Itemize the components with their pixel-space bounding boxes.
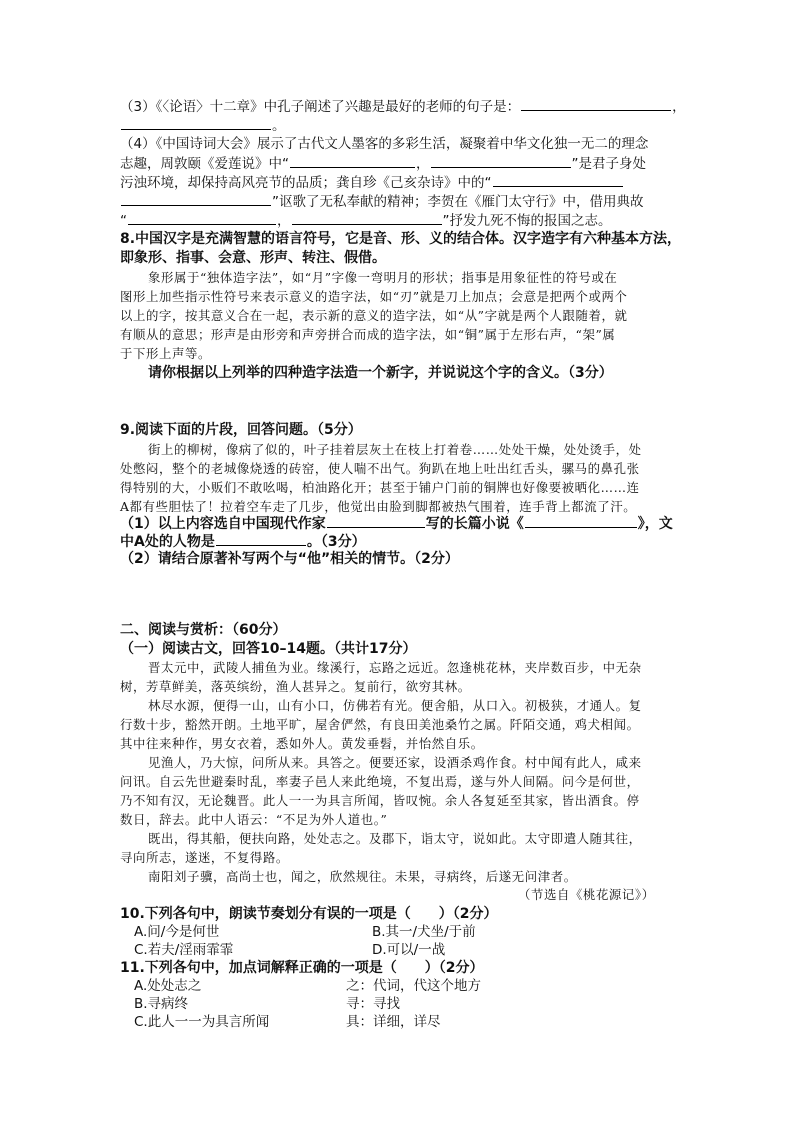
passage-source: （节选自《桃花源记》） [518,887,655,902]
passage-line: 晋太元中，武陵人捕鱼为业。缘溪行，忘路之远近。忽逢桃花林，夹岸数百步，中无杂 [148,660,642,675]
answer-blank[interactable] [128,210,276,225]
answer-blank[interactable] [327,513,425,528]
q11-option-b[interactable]: B.寻病终 [134,996,189,1012]
q8-para-line: 图形上加些指示性符号来表示意义的造字法，如“刃”就是刀上加点；会意是把两个或两个 [120,289,628,304]
q11-option-a-definition: 之：代词，代这个地方 [346,978,481,994]
section-title: 二、阅读与赏析：（60分） [120,622,287,638]
q9-para-line: 得特别的大，小贩们不敢吆喝，柏油路化开；甚至于铺户门前的铜牌也好像要被晒化……连 [120,480,640,495]
q7-item3-line1: （3）《〈论语〉十二章》中孔子阐述了兴趣是最好的老师的句子是： ， [120,96,686,117]
answer-blank[interactable] [121,115,271,130]
q10-option-b[interactable]: B.其一/犬坐/于前 [372,924,476,940]
answer-blank[interactable] [431,153,571,168]
q11-option-b-definition: 寻：寻找 [346,996,400,1012]
passage-line: 既出，得其船，便扶向路，处处志之。及郡下，诣太守，说如此。太守即遣人随其往， [148,831,642,846]
q8-para-line: 象形属于“独体造字法”，如“月”字像一弯明月的形状；指事是用象征性的符号或在 [148,270,618,285]
q11-option-c-definition: 具：详细，详尽 [346,1014,441,1030]
section-part-title: （一）阅读古文，回答10–14题。（共计17分） [120,641,417,657]
passage-line: 行数十步，豁然开朗。土地平旷，屋舍俨然，有良田美池桑竹之属。阡陌交通，鸡犬相闻。 [120,717,640,732]
q8-para-line: 以上的字，按其意义合在一起，表示新的意义的造字法，如“从”字就是两个人跟随着，就 [120,308,628,323]
passage-line: 寻向所志，遂迷，不复得路。 [120,850,289,865]
q9-sub1-line2: 中A处的人物是 。（3分） [120,531,366,552]
answer-blank[interactable] [292,210,442,225]
q9-para-line: 处憋闷，整个的老城像烧透的砖窑，使人喘不出气。狗趴在地上吐出红舌头，骡马的鼻孔张 [120,461,640,476]
passage-line: 乃不知有汉，无论魏晋。此人一一为具言所闻，皆叹惋。余人各复延至其家，皆出酒食。停 [120,793,640,808]
passage-line: 树，芳草鲜美，落英缤纷，渔人甚异之。复前行，欲穷其林。 [120,679,471,694]
q7-item4-line4: ”讴歌了无私奉献的精神；李贺在《雁门太守行》中，借用典故 [120,191,644,212]
q10-option-a[interactable]: A.问/今是何世 [134,924,220,940]
q8-title-line1: 8.中国汉字是充满智慧的语言符号，它是音、形、义的结合体。汉字造字有六种基本方法， [120,231,682,247]
q8-question: 请你根据以上列举的四种造字法造一个新字，并说说这个字的含义。（3分） [148,365,613,381]
q10-title: 10.下列各句中，朗读节奏划分有误的一项是（ ）（2分） [120,906,498,922]
q7-item3-line2: 。 [120,115,286,136]
answer-blank[interactable] [525,513,637,528]
answer-blank[interactable] [290,153,415,168]
answer-blank[interactable] [121,191,271,206]
passage-line: 问讯。自云先世避秦时乱，率妻子邑人来此绝境，不复出焉，遂与外人间隔。问今是何世， [120,774,640,789]
answer-blank[interactable] [493,172,623,187]
q9-title: 9.阅读下面的片段，回答问题。（5分） [120,422,362,438]
passage-line: 南阳刘子骥，高尚士也，闻之，欣然规往。未果，寻病终，后遂无问津者。 [148,869,577,884]
passage-line: 数日，辞去。此中人语云：“不足为外人道也。” [120,812,388,827]
q10-option-c[interactable]: C.若夫/淫雨霏霏 [134,942,234,958]
q9-sub1-line1: （1）以上内容选自中国现代作家 写的长篇小说《 》，文 [120,513,673,534]
q10-option-d[interactable]: D.可以/一战 [372,942,446,958]
answer-blank[interactable] [216,531,306,546]
passage-line: 林尽水源，便得一山，山有小口，仿佛若有光。便舍船，从口入。初极狭，才通人。复 [148,698,642,713]
q9-para-line: 街上的柳树，像病了似的，叶子挂着层灰土在枝上打着卷……处处干燥，处处烫手，处 [148,442,642,457]
q7-item4-line3: 污浊环境，却保持高风亮节的品质；龚自珍《己亥杂诗》中的“ [120,172,624,193]
q9-para-line: A都有些胆怯了！拉着空车走了几步，他觉出由脸到脚都被热气围着，连手背上都流了汗。 [120,499,637,514]
q8-title-line2: 即象形、指事、会意、形声、转注、假借。 [120,250,386,266]
answer-blank[interactable] [521,96,671,111]
q8-para-line: 有顺从的意思；形声是由形旁和声旁拼合而成的造字法，如“铜”属于左形右声，“架”属 [120,327,616,342]
q11-title: 11.下列各句中，加点词解释正确的一项是（ ）（2分） [120,960,484,976]
passage-line: 其中往来种作，男女衣着，悉如外人。黄发垂髫，并怡然自乐。 [120,736,484,751]
passage-line: 见渔人，乃大惊，问所从来。具答之。便要还家，设酒杀鸡作食。村中闻有此人，咸来 [148,755,642,770]
q11-option-a[interactable]: A.处处志之 [134,978,202,994]
q7-item4-line1: （4）《中国诗词大会》展示了古代文人墨客的多彩生活，凝聚着中华文化独一无二的理念 [120,136,649,152]
q9-sub2: （2）请结合原著补写两个与“他”相关的情节。（2分） [120,551,459,567]
q11-option-c[interactable]: C.此人一一为具言所闻 [134,1014,270,1030]
q7-item4-line5: “ ， ”抒发九死不悔的报国之志。 [120,210,612,231]
q7-item4-line2: 志趣，周敦颐《爱莲说》中“ ， ”是君子身处 [120,153,646,174]
q8-para-line: 于下形上声等。 [120,346,211,361]
